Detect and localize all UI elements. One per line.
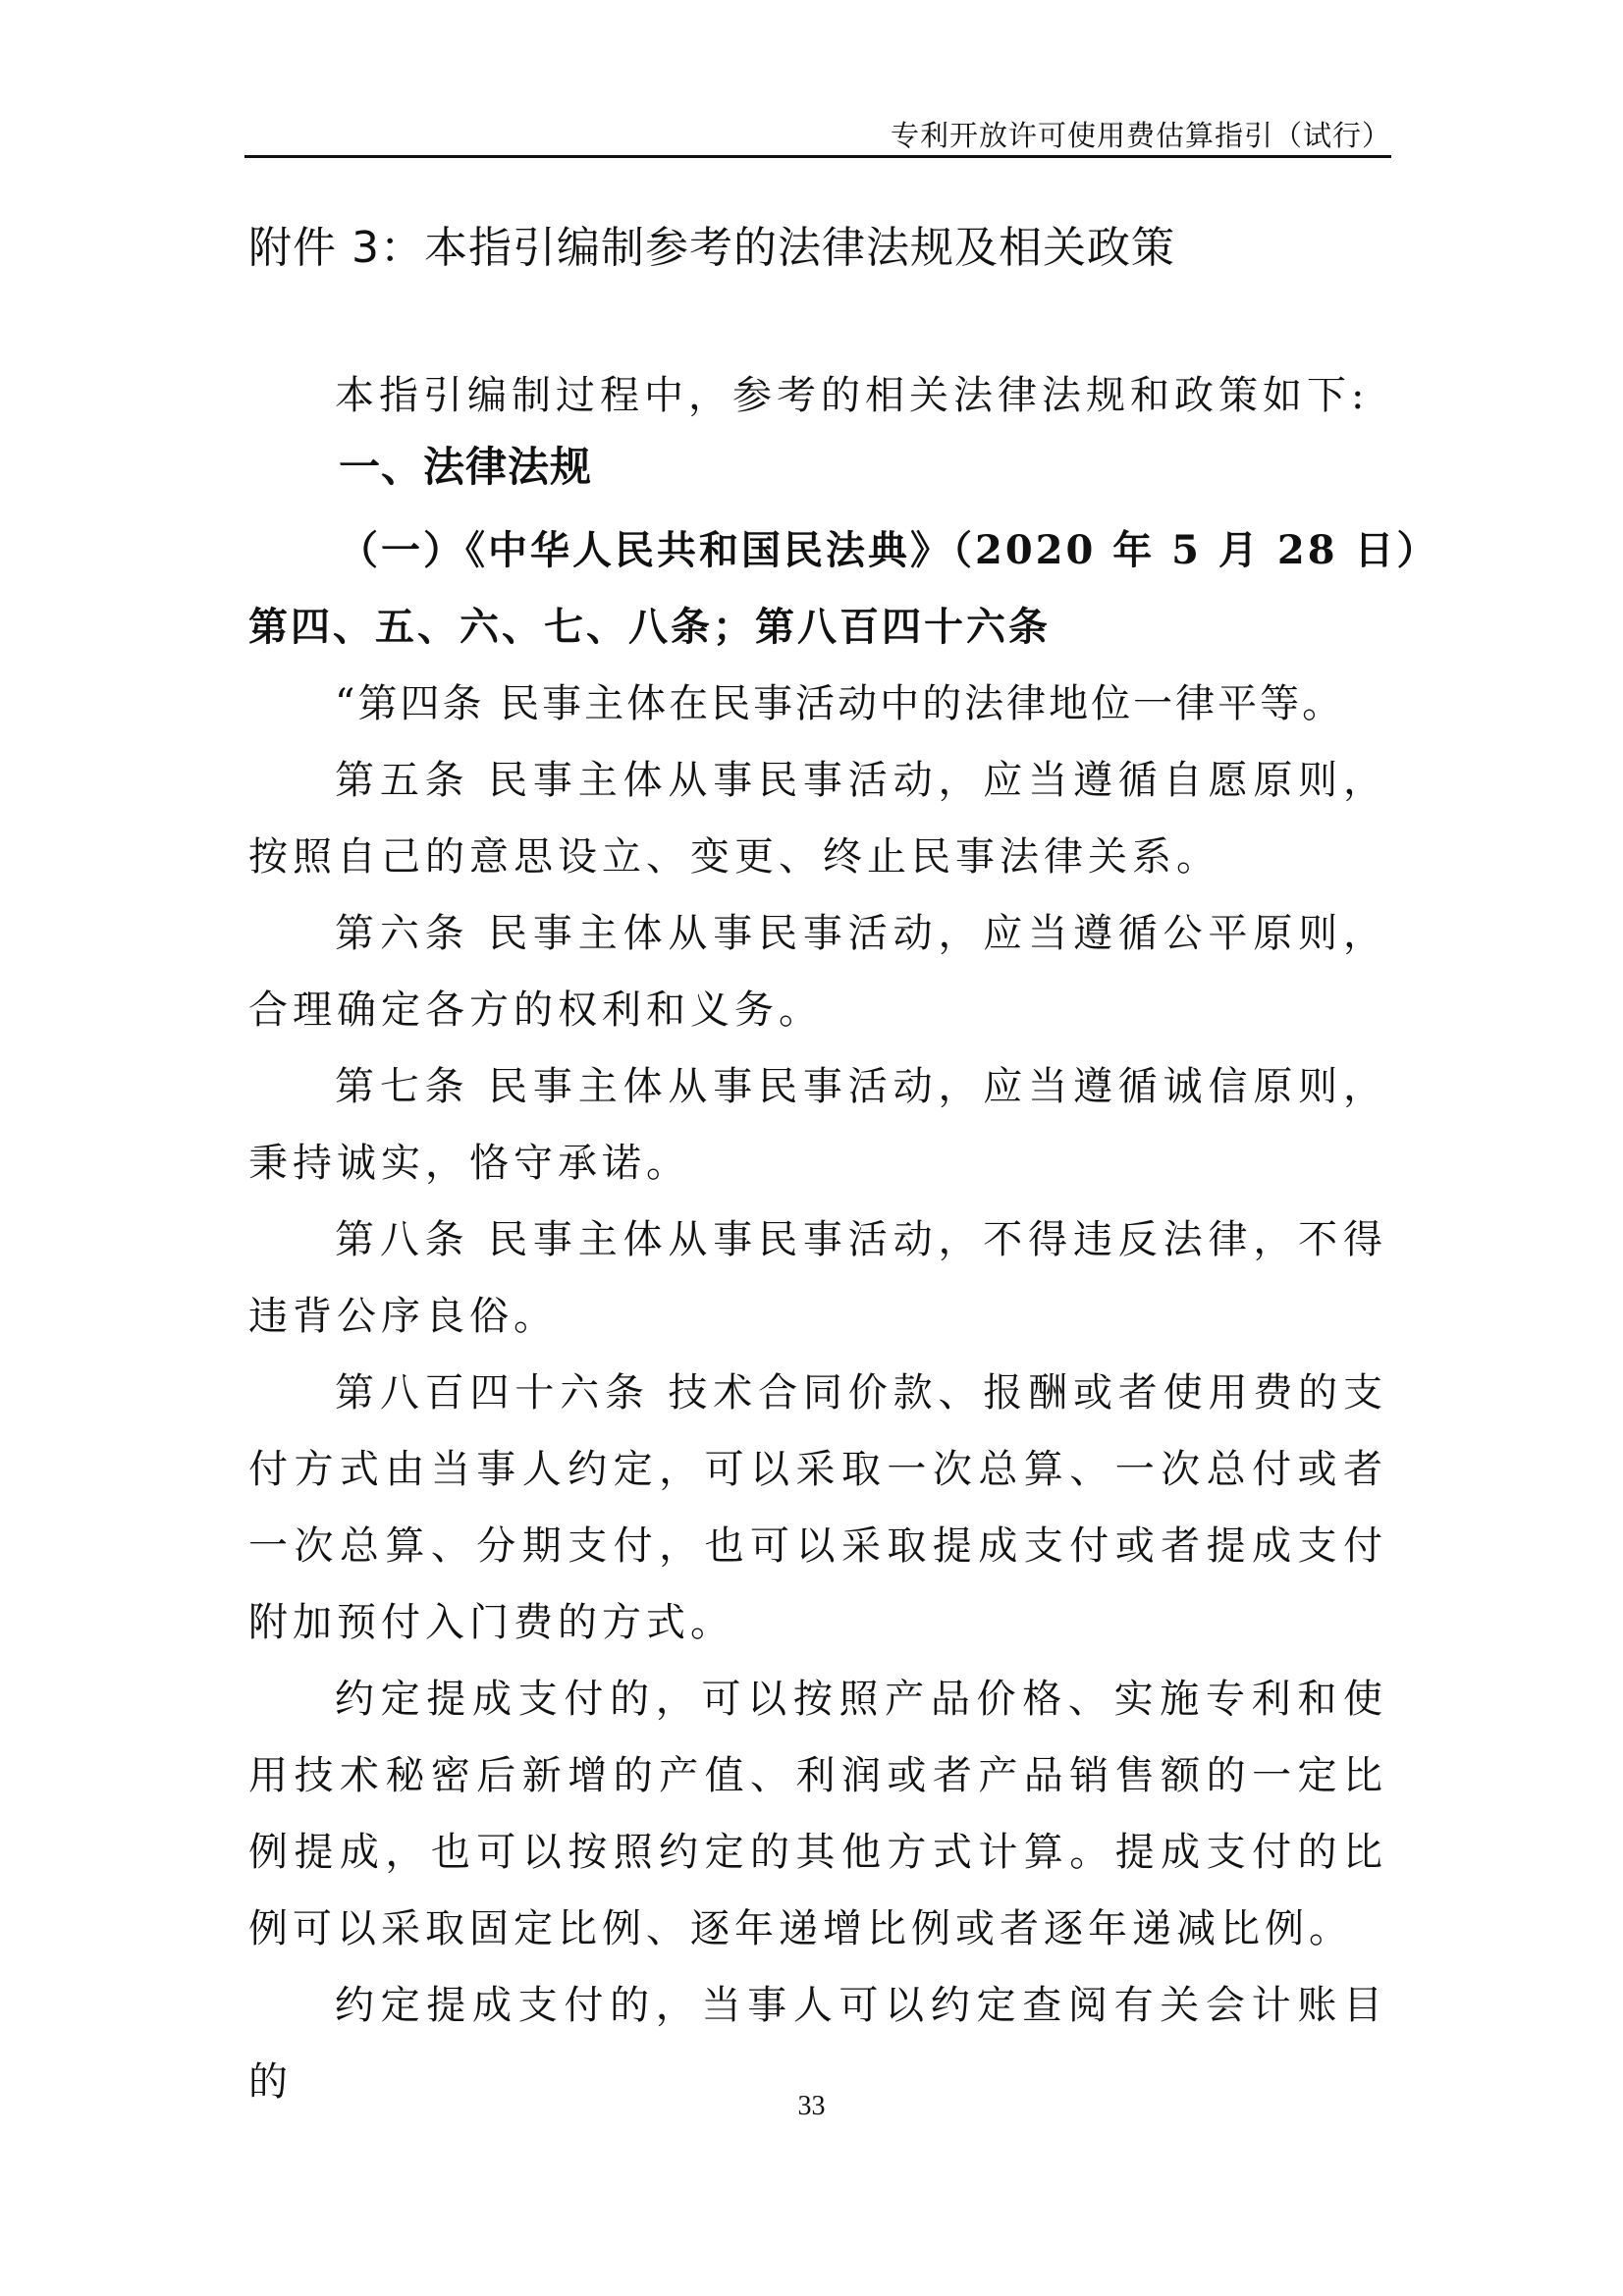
law-title-line-1: （一）《中华人民共和国民法典》（2020 年 5 月 28 日） [339, 527, 1439, 573]
article-7: 第七条 民事主体从事民事活动，应当遵循诚信原则，秉持诚实，恪守承诺。 [248, 1064, 1387, 1186]
article-5: 第五条 民事主体从事民事活动，应当遵循自愿原则，按照自己的意思设立、变更、终止民事法律关系。 [248, 758, 1387, 880]
article-8: 第八条 民事主体从事民事活动，不得违反法律，不得违背公序良俗。 [248, 1217, 1387, 1339]
article-6: 第六条 民事主体从事民事活动，应当遵循公平原则，合理确定各方的权利和义务。 [248, 911, 1387, 1033]
articles-body [248, 666, 1387, 2120]
header-divider [244, 155, 1391, 158]
law-title-line-2: 第四、五、六、七、八条；第八百四十六条 [248, 604, 1051, 650]
article-846-paragraph-2: 约定提成支付的，可以按照产品价格、实施专利和使用技术秘密后新增的产值、利润或者产品销售额的一定比例提成，也可以按照约定的其他方式计算。提成支付的比例可以采取固定比例、逐年递增比例或者逐年递减比例。 [248, 1677, 1387, 1951]
intro-text: 本指引编制过程中，参考的相关法律法规和政策如下: [335, 373, 1370, 418]
article-846: 第八百四十六条 技术合同价款、报酬或者使用费的支付方式由当事人约定，可以采取一次总算、一次总付或者一次总算、分期支付，也可以采取提成支付或者提成支付附加预付入门费的方式。 [248, 1370, 1387, 1645]
page-number: 33 [797, 2091, 826, 2121]
annex-title: 附件 3：本指引编制参考的法律法规及相关政策 [248, 223, 1175, 273]
section-heading: 一、法律法规 [339, 443, 593, 491]
article-846-paragraph-3: 约定提成支付的，当事人可以约定查阅有关会计账目的 [248, 1983, 1387, 2105]
intro-paragraph [248, 357, 1387, 434]
article-4: “第四条 民事主体在民事活动中的法律地位一律平等。 [335, 681, 1345, 726]
law-title [248, 512, 1439, 666]
header-document-title: 专利开放许可使用费估算指引（试行） [890, 119, 1391, 152]
